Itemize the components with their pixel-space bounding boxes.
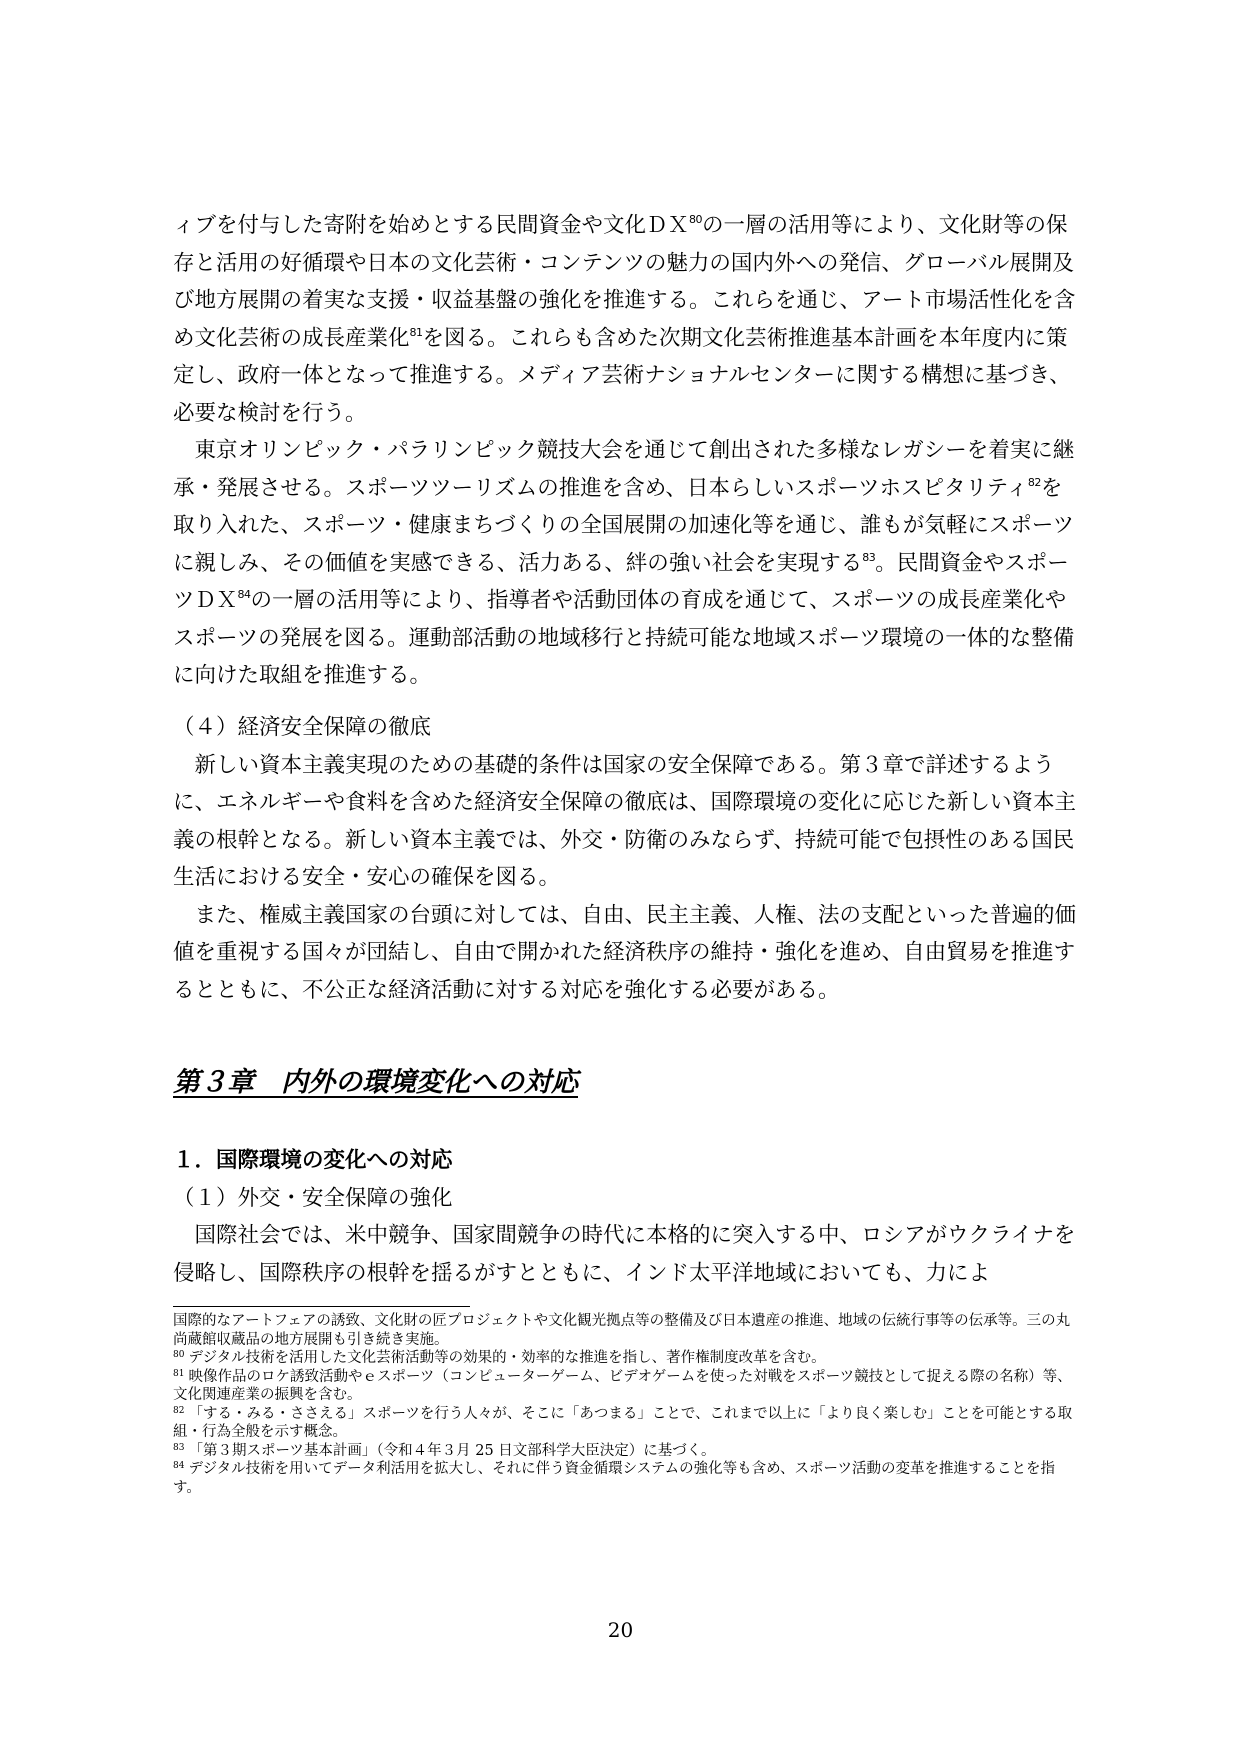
footnote-81: $^{81}$ 映像作品のロケ誘致活動やｅスポーツ（コンピューターゲーム、ビデオゲームを使った対戦をスポーツ競技として捉える際の名称）等、文化関連産業の振興を含む。 <box>173 1368 1072 1403</box>
footnote-83: $^{83}$ 「第３期スポーツ基本計画」（令和４年３月 25 日文部科学大臣決定）に基づく。 <box>173 1442 716 1459</box>
footnote-84: $^{84}$ デジタル技術を用いてデータ利活用を拡大し、それに伴う資金循環システムの強化等も含め、スポーツ活動の変革を推進することを指す。 <box>173 1461 1055 1496</box>
footnote-separator <box>173 1306 470 1307</box>
chapter-title: 第３章 内外の環境変化への対応 <box>173 1067 578 1098</box>
footnote-continued: 国際的なアートフェアの誘致、文化財の匠プロジェクトや文化観光拠点等の整備及び日本遺産の推進、地域の伝統行事等の伝承等。三の丸尚蔵館収蔵品の地方展開も引き続き実施。 <box>173 1313 1071 1348</box>
subsection-heading-diplomacy: （１）外交・安全保障の強化 <box>173 1185 453 1211</box>
footnote-number: 83 <box>173 1442 185 1453</box>
footnote-number: 84 <box>173 1461 185 1471</box>
footnote-ref-84[interactable]: 84 <box>237 588 251 601</box>
footnote-82: $^{82}$ 「する・みる・ささえる」スポーツを行う人々が、そこに「あつまる」ことで、これまで以上に「より良く楽しむ」ことを可能とする取組・行為全般を示す概念。 <box>173 1405 1073 1440</box>
paragraph-culture: ィブを付与した寄附を始めとする民間資金や文化ＤＸ$^{80}$の一層の活用等により、文化財等の保存と活用の好循環や日本の文化芸術・コンテンツの魅力の国内外への発信、グローバル展開及び地方展開の着実な支援・収益基盤の強化を推進する。これらを通じ、アート市場活性化を含め文化芸術の成長産業化$^{81}$を図る。これらも含めた次期文化芸術推進基本計画を本年度内に策定し、政府一体となって推進する。メディア芸術ナショナルセンターに関する構想に基づき、必要な検討を行う。 <box>173 213 1076 426</box>
footnote-number: 82 <box>173 1405 185 1416</box>
footnote-ref-83[interactable]: 83 <box>862 550 876 564</box>
paragraph-economic-security-2: また、権威主義国家の台頭に対しては、自由、民主主義、人権、法の支配といった普遍的価値を重視する国々が団結し、自由で開かれた経済秩序の維持・強化を進め、自由貿易を推進するとともに、不公正な経済活動に対する対応を強化する必要がある。 <box>173 902 1077 1003</box>
section-heading-international: １．国際環境の変化への対応 <box>173 1148 453 1173</box>
body-block-economic-security <box>173 709 1079 1009</box>
footnote-ref-80[interactable]: 80 <box>689 213 703 226</box>
subsection-heading-economic-security: （４）経済安全保障の徹底 <box>173 715 432 740</box>
body-block-top <box>173 207 1079 695</box>
footnote-ref-81[interactable]: 81 <box>409 325 423 339</box>
footnote-number: 80 <box>173 1350 185 1360</box>
body-block-chapter3 <box>173 1142 1079 1292</box>
footnote-number: 81 <box>173 1368 185 1379</box>
paragraph-economic-security-1: 新しい資本主義実現のための基礎的条件は国家の安全保障である。第３章で詳述するように、エネルギーや食料を含めた経済安全保障の徹底は、国際環境の変化に応じた新しい資本主義の根幹となる。新しい資本主義では、外交・防衛のみならず、持続可能で包摂性のある国民生活における安全・安心の確保を図る。 <box>173 752 1077 890</box>
paragraph-diplomacy: 国際社会では、米中競争、国家間競争の時代に本格的に突入する中、ロシアがウクライナを侵略し、国際秩序の根幹を揺るがすとともに、インド太平洋地域においても、力によ <box>173 1223 1076 1286</box>
page-number: 20 <box>607 1618 634 1642</box>
footnote-ref-82[interactable]: 82 <box>1027 475 1041 489</box>
footnotes <box>173 1312 1079 1497</box>
paragraph-sports: 東京オリンピック・パラリンピック競技大会を通じて創出された多様なレガシーを着実に継承・発展させる。スポーツツーリズムの推進を含め、日本らしいスポーツホスピタリティ$^{82}$を取り入れた、スポーツ・健康まちづくりの全国展開の加速化等を通じ、誰もが気軽にスポーツに親しみ、その価値を実感できる、活力ある、絆の強い社会を実現する$^{83}$。民間資金やスポーツＤＸ$^{84}$の一層の活用等により、指導者や活動団体の育成を通じて、スポーツの成長産業化やスポーツの発展を図る。運動部活動の地域移行と持続可能な地域スポーツ環境の一体的な整備に向けた取組を推進する。 <box>173 438 1075 688</box>
footnote-80: $^{80}$ デジタル技術を活用した文化芸術活動等の効果的・効率的な推進を指し、著作権制度改革を含む。 <box>173 1350 826 1366</box>
